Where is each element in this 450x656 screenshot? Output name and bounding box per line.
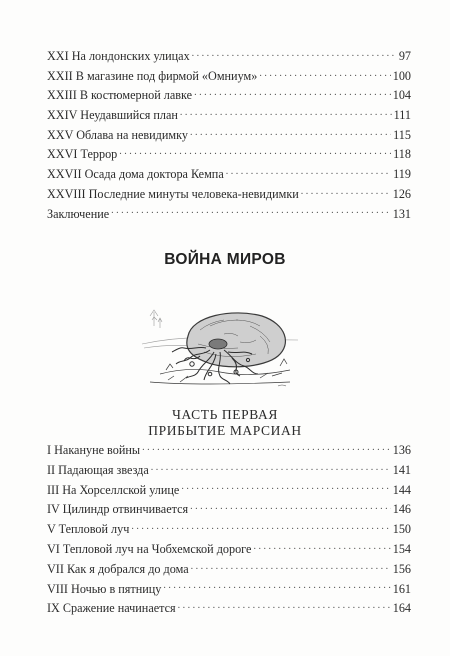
toc-page-number: 144 (392, 482, 411, 497)
toc-entry-title: XXVII Осада дома доктора Кемпа (47, 167, 224, 182)
toc-page-number: 115 (393, 127, 411, 142)
toc-page-number: 164 (392, 601, 411, 616)
toc-leader-dots (142, 442, 391, 454)
toc-page-number: 131 (392, 206, 411, 221)
toc-row (47, 580, 411, 600)
toc-row (47, 126, 411, 146)
toc-leader-dots (253, 541, 390, 553)
toc-row (47, 205, 411, 225)
toc-entry-title: XXIV Неудавшийся план (47, 108, 178, 123)
toc-entry-title: Заключение (47, 206, 110, 221)
toc-entry-title: XXIII В костюмерной лавке (47, 88, 193, 103)
toc-leader-dots (151, 462, 391, 474)
toc-entry-title: XXI На лондонских улицах (47, 49, 190, 63)
toc-leader-dots (192, 48, 397, 60)
toc-row (47, 461, 411, 481)
toc-page-number: 100 (392, 68, 411, 83)
toc-page-number: 146 (392, 502, 411, 517)
cylinder-body (187, 313, 286, 367)
toc-page-number: 154 (392, 541, 411, 556)
cylinder-opening (209, 339, 227, 349)
toc-row (47, 185, 411, 205)
toc-row (47, 86, 411, 106)
toc-entry-title: VI Тепловой луч на Чобхемской дороге (47, 541, 252, 556)
section-title: ВОЙНА МИРОВ (164, 251, 286, 268)
toc-entry-title: I Накануне войны (47, 443, 141, 457)
toc-row (47, 145, 411, 165)
toc-page-number: 156 (392, 561, 411, 576)
toc-list-bottom (47, 441, 411, 619)
toc-leader-dots (119, 146, 391, 158)
toc-page-number: 119 (393, 167, 411, 182)
artist-signature-icon (278, 385, 286, 386)
toc-leader-dots (111, 205, 391, 217)
toc-page-number: 150 (392, 522, 411, 537)
toc-entry-title: IV Цилиндр отвинчивается (47, 502, 189, 517)
toc-row (47, 165, 411, 185)
toc-entry-title: VII Как я добрался до дома (47, 561, 189, 576)
toc-page-number: 141 (392, 462, 411, 477)
toc-row (47, 481, 411, 501)
toc-entry-title: II Падающая звезда (47, 462, 149, 477)
toc-leader-dots (226, 166, 391, 178)
toc-page-number: 97 (398, 49, 411, 63)
toc-leader-dots (131, 521, 390, 533)
toc-row (47, 67, 411, 87)
toc-page-number: 111 (393, 108, 411, 123)
toc-leader-dots (301, 186, 391, 198)
toc-entry-title: IX Сражение начинается (47, 601, 176, 616)
toc-entry-title: XXV Облава на невидимку (47, 127, 188, 142)
toc-leader-dots (190, 501, 391, 513)
toc-row (47, 560, 411, 580)
toc-entry-title: XXVI Террор (47, 147, 118, 162)
toc-row (47, 520, 411, 540)
toc-row (47, 47, 411, 67)
toc-entry-title: V Тепловой луч (47, 522, 130, 537)
toc-leader-dots (163, 580, 390, 592)
toc-row (47, 540, 411, 560)
toc-page-number: 136 (392, 443, 411, 457)
martian-cylinder-illustration (140, 286, 300, 392)
toc-row (47, 500, 411, 520)
toc-entry-title: XXII В магазине под фирмой «Омниум» (47, 68, 258, 83)
part-heading-title: ПРИБЫТИЕ МАРСИАН (148, 423, 302, 438)
toc-leader-dots (194, 87, 391, 99)
toc-row (47, 441, 411, 461)
toc-row (47, 106, 411, 126)
toc-leader-dots (190, 127, 391, 139)
toc-entry-title: III На Хорселлской улице (47, 482, 180, 497)
toc-page-number: 118 (393, 147, 411, 162)
part-heading-number: ЧАСТЬ ПЕРВАЯ (172, 407, 278, 422)
toc-page-number: 126 (392, 186, 411, 201)
toc-leader-dots (178, 600, 391, 612)
toc-leader-dots (259, 68, 390, 80)
toc-list-top (47, 47, 411, 224)
toc-leader-dots (191, 561, 391, 573)
toc-leader-dots (180, 107, 392, 119)
toc-entry-title: XXVIII Последние минуты человека-невидимки (47, 186, 299, 201)
toc-page-number: 161 (392, 581, 411, 596)
toc-row (47, 599, 411, 619)
toc-leader-dots (181, 481, 390, 493)
toc-entry-title: VIII Ночью в пятницу (47, 581, 162, 596)
toc-page-number: 104 (392, 88, 411, 103)
